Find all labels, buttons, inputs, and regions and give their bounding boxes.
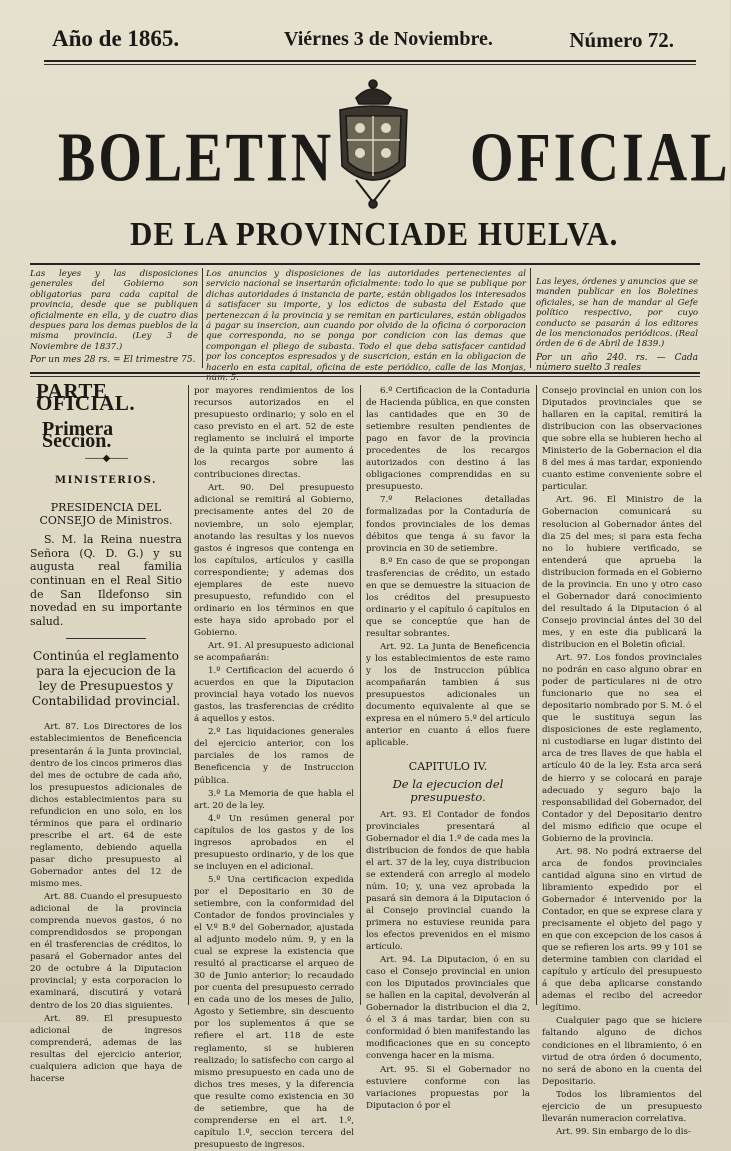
ministerios-heading: MINISTERIOS.	[55, 475, 157, 487]
column-2-continuation: por mayores rendimientos de los recursos autorizados en el presupuesto ordinario; y solo en el caso previsto en el art. 52 de este reglamento se incluirá el importe de la quinta parte por aumento á los recargos sobre las contribuciones directas.	[194, 386, 354, 481]
info-rule-bottom	[30, 372, 700, 374]
masthead-rule-top	[44, 60, 696, 62]
presidencia-heading: PRESIDENCIA DEL CONSEJO de Ministros.	[39, 501, 173, 528]
info-right	[536, 277, 698, 374]
ejecucion-heading: De la ejecucion del presupuesto.	[392, 777, 504, 804]
article-91-item-6: 6.º Certificacion de la Contaduria de Hacienda pública, en que consten las cantidades que en 30 de setiembre resulten pendientes de pago en favor de la provincia procedentes de los recargos autorizados con destino á las obligaciones comprendidas en su presupuesto.	[366, 386, 530, 493]
article-98: Art. 98. No podrá extraerse del arca de fondos provinciales cantidad alguna sino en virtud de libramiento expedido por el Gobernador é intervenido por la Contador, en que se exprese clara y precisamente el objeto del pago y en que con excepcion de los casos á que se refieren los arts. 99 y 101 se determine tambien con claridad el capítulo y artículo del presupuesto á que deba aplicarse constando ademas el recibo del acreedor legítimo.	[542, 846, 702, 1014]
subtitle-provincia: DE LA PROVINCIADE HUELVA.	[130, 214, 619, 253]
info-right-text: Las leyes, órdenes y anuncios que se manden publicar en los Boletines oficiales, se han de mandar al Gefe político respectivo, por cuyo conducto se pasarán á los editores de los mencionados periódicos. (Real órden de 6 de Abril de 1839.)	[536, 277, 698, 350]
article-94: Art. 94. La Diputacion, ó en su caso el Consejo provincial en union con los Diputados provinciales que se hallen en la capital, devolverán al Gobernador la distribucion el dia 2, ó el 3 á mas tardar, bien con su conformidad ó bien manifestando las modificaciones que en su concepto convenga hacer en la misma.	[366, 955, 530, 1062]
info-divider-2	[530, 268, 531, 368]
article-91-item-1: 1.º Certificacion del acuerdo ó acuerdos en que la Diputacion provincial haya votado los nuevos gastos, las trasferencias de crédito á aquellos y estos.	[194, 666, 354, 725]
coat-of-arms-icon	[326, 76, 421, 211]
info-left-price: Por un mes 28 rs. = El trimestre 75.	[30, 355, 196, 366]
article-91-item-8: 8.º En caso de que se propongan trasferencias de crédito, un estado en que se demuestre la situacion de los créditos del presupuesto ordinario y el capítulo ó capítulos en que se conceptúe que han de resultar sobrantes.	[366, 556, 530, 639]
article-99: Art. 99. Sin embargo de lo dis-	[556, 1126, 691, 1137]
article-96: Art. 96. El Ministro de la Gobernacion comunicará su resolucion al Gobernador ántes del dia 25 del mes; si para esta fecha no lo hubiere verificado, se entenderá que aprueba la distribucion formada en el Gobierno de la provincia. En uno y otro caso el Gobernador dará conocimiento del resultado á la Diputacion ó al Consejo provincial ántes del 30 del mes, y en este dia publicará la distribucion en el Boletin oficial.	[542, 495, 702, 650]
masthead-rule-top-thin	[44, 64, 696, 65]
info-center	[206, 269, 526, 384]
masthead-top-line	[44, 22, 694, 62]
article-89: Art. 89. El presupuesto adicional de ingresos comprenderá, ademas de las resultas del ejercicio anterior, cualquiera adicion que haya de hacerse	[30, 1013, 182, 1084]
info-rule-bottom-thin	[30, 376, 700, 377]
article-98-note-1: Cualquier pago que se hiciere faltando alguno de dichos condiciones en el libramiento, ó en virtud de otra órden ó documento, no será de abono en la cuenta del Depositario.	[542, 1016, 702, 1087]
info-left-text: Las leyes y las disposiciones generales del Gobierno son obligatorias para cada capital de provincia, desde que se publiquen oficialmente en ella, y de cuatro dias despues para los demas pueblos de la misma provincia. (Ley 3 de Noviembre de 1837.)	[30, 269, 198, 352]
article-91-item-2: 2.º Las liquidaciones generales del ejercicio anterior, con los parciales de los ramos de Beneficencia y de Instruccion pública.	[194, 727, 354, 786]
article-91-item-7: 7.º Relaciones detalladas formalizadas por la Contaduría de fondos provinciales de los demas débitos que tenga á su favor la provincia en 30 de setiembre.	[366, 495, 530, 554]
article-95: Art. 95. Si el Gobernador no estuviere conforme con las variaciones propuestas por la Diputacion ó por el	[366, 1064, 530, 1111]
article-93: Art. 93. El Contador de fondos provinciales presentará al Gobernador el dia 1.º de cada mes la distribucion de fondos de que habla el art. 37 de la ley, cuya distribucion se extenderá con arreglo al modelo núm. 10; y, una vez aprobada la pasará sin demora á la Diputacion ó al Consejo provincial cuando la primera no estuviese reunida para los efectos prevenidos en el mismo artículo.	[366, 809, 530, 953]
column-2	[194, 385, 354, 1150]
column-divider-2	[360, 385, 361, 1005]
issue-date: Viérnes 3 de Noviembre.	[284, 28, 493, 50]
article-92: Art. 92. La Junta de Beneficencia y los establecimientos de este ramo y los de Instruccion pública acompañarán tambien á sus presupuestos adicionales un documento equivalente al que se expresa en el número 5.º del artículo anterior en cuanto á ellos fuere aplicable.	[366, 641, 530, 749]
info-center-text: Los anuncios y disposiciones de las autoridades pertenecientes al servicio nacional se insertarán oficialmente: todo lo que se publique por dichas autoridades á instancia de parte, están obligados los interesados á satisfacer su importe, y los edictos de subasta del Estado que pertenezcan á la provincia y se remitan en particulares, están obligados á pagar su insercion, aun cuando por olvido de la oficina ó corporacion que corresponda, no se ponga por condicion con las demas que compongan el pliego de subasta. Todo el que deba satisfacer cantidad por los conceptos espresados y de suscricion, están en la obligacion de hacerlo en esta capital, oficina de este periódico, calle de las Monjas, núm. 5.	[206, 269, 526, 384]
column-divider-3	[536, 385, 537, 1005]
article-91: Art. 91. Al presupuesto adicional se acompañarán:	[194, 640, 354, 664]
article-98-note-2: Todos los libramientos del ejercicio de un presupuesto llevarán numeracion correlativa.	[542, 1089, 702, 1124]
issue-year: Año de 1865.	[52, 26, 180, 51]
info-left	[30, 269, 198, 369]
primera-seccion-heading: Primera Seccion.	[42, 418, 114, 453]
info-right-price: Por un año 240. rs. — Cada número suelto 3 reales	[536, 352, 698, 374]
reglamento-heading: Continúa el reglamento para la ejecucion de la ley de Presupuestos y Contabilidad provincial.	[31, 649, 181, 709]
salud-paragraph: S. M. la Reina nuestra Señora (Q. D. G.) y su augusta real familia continuan en el Real Sitio de San Ildefonso sin novedad en su importante salud.	[30, 533, 182, 628]
ornament-divider: ——◆——	[84, 453, 128, 465]
section-divider	[66, 638, 146, 639]
article-88: Art. 88. Cuando el presupuesto adicional de la provincia comprenda nuevos gastos, ó no comprendidosdos se propongan en él trasferencias de créditos, lo pasará el Gobernador antes del 20 de octubre á la Diputacion provincial; y esta corporacion lo examinará, discutirá y votará dentro de los 20 dias siguientes.	[30, 892, 182, 1011]
column-divider-1	[188, 385, 189, 1005]
article-91-item-3: 3.º La Memoria de que habla el art. 20 de la ley.	[194, 788, 354, 811]
capitulo-heading: CAPITULO IV.	[408, 760, 488, 774]
title-boletin: BOLETIN	[58, 119, 335, 197]
column-3	[366, 385, 530, 1111]
article-90: Art. 90. Del presupuesto adicional se remitirá al Gobierno, precisamente antes del 20 de noviembre, un solo ejemplar, anotando las resultas y los nuevos gastos é ingresos que contenga en los capítulos, artículos y casilla correspondiente; y ademas dos ejemplares de este nuevo presupuesto, refundido con el ordinario en los términos en que este haya sido aprobado por el Gobierno.	[194, 483, 354, 638]
info-divider-1	[202, 268, 203, 368]
article-87: Art. 87. Los Directores de los establecimientos de Beneficencia presentarán á la Junta provincial, dentro de los cincos primeros dias del mes de octubre de cada año, los presupuestos adicionales de dichos establecimientos para su refundicion en uno solo, en los términos que para el ordinario prescribe el art. 64 de este reglamento, debiendo aquella pasar dicho presupuesto al Gobernador antes del 12 de mismo mes.	[30, 722, 182, 890]
column-4-continuation: Consejo provincial en union con los Diputados provinciales que se hallaren en la capital, remitirá la distribucion con las observaciones que sobre ella se hubieren hecho al Ministerio de la Gobernacion el dia 8 del mes á mas tardar, exponiendo cuanto estime conveniente sobre el particular.	[542, 386, 702, 493]
title-oficial: OFICIAL	[470, 119, 731, 197]
column-1	[30, 379, 182, 1084]
info-rule-top	[30, 263, 700, 265]
article-91-item-5: 5.º Una certificacion expedida por el Depositario en 30 de setiembre, con la conformidad del Contador de fondos provinciales y el V.º B.º del Gobernador, ajustada al adjunto modelo núm. 9, y en la cual se exprese la existencia que resultó al practicarse el arqueo de 30 de Junio anterior; lo recaudado por cuenta del presupuesto cerrado en cada uno de los meses de Julio, Agosto y Setiembre, sin descuento por los suplementos á que se refiere el art. 118 de este reglamento, si se hubieren realizado; lo satisfecho con cargo al mismo presupuesto en cada uno de dichos tres meses, y la diferencia que resulte como existencia en 30 de setiembre, que ha de comprenderse en el art. 1.º, capítulo 1.º, seccion tercera del presupuesto de ingresos.	[194, 874, 354, 1150]
article-91-item-4: 4.º Un resúmen general por capítulos de los gastos y de los ingresos aprobados en el presupuesto ordinario, y de los que se incluyen en el adicional.	[194, 813, 354, 872]
parte-oficial-heading: PARTE OFICIAL.	[36, 379, 136, 416]
article-97: Art. 97. Los fondos provinciales no podrán en caso alguno obrar en poder de particulares ni de otro funcionario que no sea el depositario nombrado por S. M. ó el que le sustituya segun las disposiciones de este reglamento, ni custodiarse en lugar distinto del arca de tres llaves de que habla el artículo 40 de la ley. Esta arca será de hierro y se colocará en paraje adecuado y seguro bajo la responsabilidad del Gobernador, del Contador y del Depositario dentro del mismo edificio que ocupe el Gobierno de la provincia.	[542, 653, 702, 844]
column-4	[542, 385, 702, 1137]
issue-number: Número 72.	[569, 28, 674, 52]
